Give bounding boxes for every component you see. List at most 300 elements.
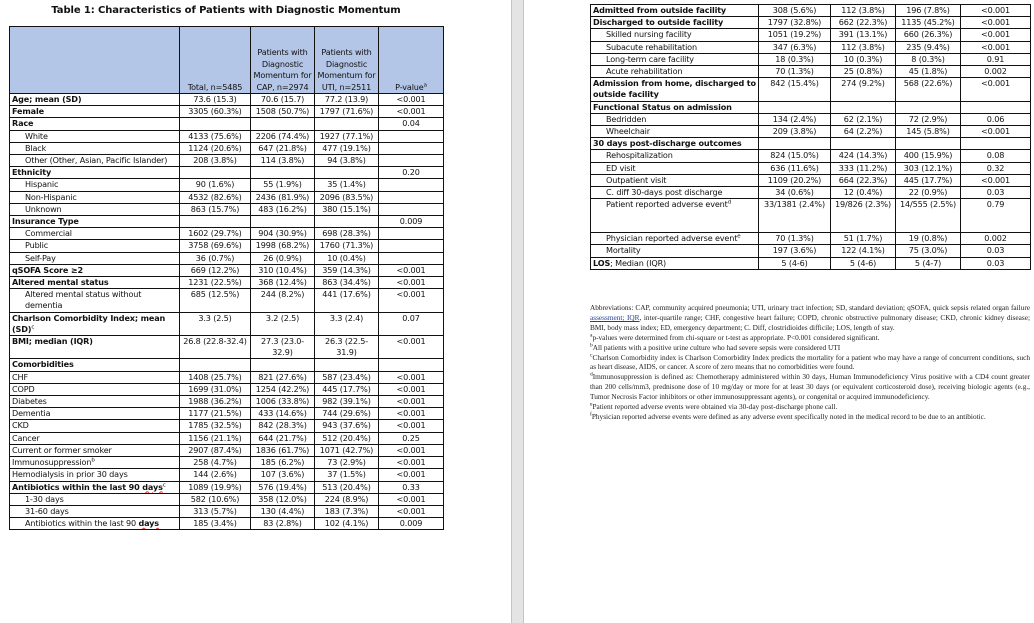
value-uti: 660 (26.3%)	[896, 29, 961, 41]
value-uti	[896, 101, 961, 113]
table-row	[591, 78, 1031, 101]
value-cap: 3.2 (2.5)	[251, 312, 315, 335]
value-cap: 244 (8.2%)	[251, 289, 315, 312]
value-cap: 5 (4-6)	[831, 257, 896, 269]
value-cap: 821 (27.6%)	[251, 371, 315, 383]
value-pvalue	[379, 228, 444, 240]
row-label: qSOFA Score ≥2	[12, 264, 83, 275]
value-pvalue: 0.03	[961, 245, 1031, 257]
row-label-cell	[10, 277, 180, 289]
value-pvalue	[379, 359, 444, 371]
value-cap	[251, 118, 315, 130]
value-uti: 26.3 (22.5-31.9)	[315, 336, 379, 359]
value-uti: 445 (17.7%)	[315, 383, 379, 395]
row-label-cell	[591, 138, 759, 150]
row-label: Unknown	[25, 203, 62, 214]
footnote-marker: c	[162, 481, 166, 488]
value-total: 197 (3.6%)	[759, 245, 831, 257]
table-row	[10, 481, 444, 493]
value-total: 33/1381 (2.4%)	[759, 199, 831, 233]
value-cap: 664 (22.3%)	[831, 174, 896, 186]
header-uti: Patients with Diagnostic Momentum for UTI, n=2511	[315, 27, 379, 94]
row-label-cell	[10, 94, 180, 106]
value-total: 26.8 (22.8-32.4)	[180, 336, 251, 359]
row-label-cell	[591, 150, 759, 162]
row-label-cell	[10, 312, 180, 335]
row-label: Non-Hispanic	[25, 191, 77, 202]
row-label: Charlson Comorbidity Index; mean (SD)	[12, 312, 166, 334]
row-label: Discharged to outside facility	[593, 17, 724, 28]
row-label: Ethnicity	[12, 167, 52, 178]
value-pvalue: 0.25	[379, 432, 444, 444]
value-pvalue	[379, 130, 444, 142]
footnote-text: p-values were determined from chi-square or t-test as appropriate. P<0.001 considered significant.	[592, 332, 880, 342]
value-cap: 368 (12.4%)	[251, 277, 315, 289]
table-row	[10, 264, 444, 276]
table-row	[10, 191, 444, 203]
value-pvalue: 0.79	[961, 199, 1031, 233]
value-uti: 196 (7.8%)	[896, 5, 961, 17]
value-uti: 2096 (83.5%)	[315, 191, 379, 203]
row-label: Altered mental status	[12, 277, 109, 288]
value-total: 1602 (29.7%)	[180, 228, 251, 240]
row-label-underlined: days	[138, 518, 159, 529]
row-label-rest: ; Median (IQR)	[610, 257, 667, 268]
value-cap	[251, 359, 315, 371]
row-label: Antibiotics within the last 90	[25, 518, 139, 529]
table-row	[591, 174, 1031, 186]
table-row	[10, 167, 444, 179]
value-pvalue: 0.04	[379, 118, 444, 130]
value-pvalue: 0.03	[961, 187, 1031, 199]
value-pvalue: <0.001	[961, 17, 1031, 29]
value-cap: 842 (28.3%)	[251, 420, 315, 432]
value-cap: 27.3 (23.0-32.9)	[251, 336, 315, 359]
value-cap: 112 (3.8%)	[831, 5, 896, 17]
value-total: 863 (15.7%)	[180, 203, 251, 215]
value-total: 18 (0.3%)	[759, 53, 831, 65]
row-label: White	[25, 130, 48, 141]
table-row	[10, 240, 444, 252]
value-cap: 1508 (50.7%)	[251, 106, 315, 118]
row-label: Subacute rehabilitation	[606, 41, 697, 52]
value-uti: 1797 (71.6%)	[315, 106, 379, 118]
row-label-cell	[591, 199, 759, 233]
row-label-cell	[591, 78, 759, 101]
row-label: Female	[12, 106, 44, 117]
table-row	[591, 187, 1031, 199]
value-uti: 145 (5.8%)	[896, 126, 961, 138]
value-cap: 647 (21.8%)	[251, 142, 315, 154]
value-pvalue	[961, 138, 1031, 150]
table-row	[591, 245, 1031, 257]
table-row	[591, 126, 1031, 138]
footnote	[590, 372, 1030, 402]
row-label-cell	[10, 444, 180, 456]
footnote-text: Physician reported adverse events were defined as any adverse event specifically noted in the medical record to be due to an antibiotic.	[591, 411, 986, 421]
row-label-cell	[591, 41, 759, 53]
row-label: 30 days post-discharge outcomes	[593, 138, 742, 149]
value-total: 36 (0.7%)	[180, 252, 251, 264]
value-total: 1051 (19.2%)	[759, 29, 831, 41]
row-label: Skilled nursing facility	[606, 29, 692, 40]
value-uti: 235 (9.4%)	[896, 41, 961, 53]
value-cap: 576 (19.4%)	[251, 481, 315, 493]
value-cap: 25 (0.8%)	[831, 66, 896, 78]
footnote-mark: a	[590, 332, 593, 339]
table-row	[10, 371, 444, 383]
row-label: Comorbidities	[12, 359, 74, 370]
row-label: CKD	[12, 420, 29, 431]
table-row	[10, 179, 444, 191]
row-label: Other (Other, Asian, Pacific Islander)	[25, 155, 168, 166]
value-total	[759, 138, 831, 150]
table-row	[10, 444, 444, 456]
row-label-cell	[10, 216, 180, 228]
value-pvalue	[379, 203, 444, 215]
value-cap: 64 (2.2%)	[831, 126, 896, 138]
value-pvalue: <0.001	[961, 78, 1031, 101]
value-cap: 433 (14.6%)	[251, 408, 315, 420]
page-divider	[511, 0, 524, 623]
row-label-cell	[10, 130, 180, 142]
value-cap	[251, 216, 315, 228]
row-label-cell	[10, 420, 180, 432]
value-pvalue: <0.001	[379, 383, 444, 395]
value-cap: 904 (30.9%)	[251, 228, 315, 240]
row-label: Bedridden	[606, 113, 647, 124]
row-label-cell	[10, 191, 180, 203]
value-total	[180, 118, 251, 130]
value-pvalue: 0.91	[961, 53, 1031, 65]
table-row	[10, 94, 444, 106]
value-total: 1408 (25.7%)	[180, 371, 251, 383]
table-row	[10, 106, 444, 118]
row-label-cell	[591, 101, 759, 113]
value-uti: 75 (3.0%)	[896, 245, 961, 257]
value-pvalue: <0.001	[379, 493, 444, 505]
value-uti: 1135 (45.2%)	[896, 17, 961, 29]
value-pvalue: 0.002	[961, 233, 1031, 245]
row-label: Hemodialysis in prior 30 days	[12, 469, 128, 480]
value-uti: 37 (1.5%)	[315, 469, 379, 481]
row-label-cell	[10, 396, 180, 408]
value-cap: 2206 (74.4%)	[251, 130, 315, 142]
value-pvalue: <0.001	[961, 174, 1031, 186]
row-label-cell	[10, 240, 180, 252]
value-pvalue: <0.001	[379, 106, 444, 118]
value-uti	[315, 118, 379, 130]
value-cap	[831, 138, 896, 150]
value-pvalue	[379, 191, 444, 203]
value-uti: 224 (8.9%)	[315, 493, 379, 505]
footnotes-list	[590, 333, 1030, 422]
value-uti: 19 (0.8%)	[896, 233, 961, 245]
value-pvalue: <0.001	[379, 264, 444, 276]
value-cap	[251, 167, 315, 179]
value-total: 1156 (21.1%)	[180, 432, 251, 444]
value-total: 842 (15.4%)	[759, 78, 831, 101]
row-label: BMI; median (IQR)	[12, 336, 93, 347]
value-total: 5 (4-6)	[759, 257, 831, 269]
table-row	[591, 150, 1031, 162]
value-uti: 587 (23.4%)	[315, 371, 379, 383]
value-uti: 512 (20.4%)	[315, 432, 379, 444]
value-uti: 45 (1.8%)	[896, 66, 961, 78]
table-row	[10, 383, 444, 395]
value-cap: 19/826 (2.3%)	[831, 199, 896, 233]
value-pvalue: <0.001	[961, 5, 1031, 17]
row-label-cell	[10, 481, 180, 493]
row-label-cell	[591, 5, 759, 17]
value-pvalue: <0.001	[379, 336, 444, 359]
value-uti	[315, 216, 379, 228]
footnote-text: All patients with a positive urine culture who had severe sepsis were considered UTI	[592, 342, 841, 352]
value-cap: 310 (10.4%)	[251, 264, 315, 276]
value-pvalue	[379, 179, 444, 191]
table-row	[10, 312, 444, 335]
value-cap: 1998 (68.2%)	[251, 240, 315, 252]
value-pvalue: 0.06	[961, 113, 1031, 125]
value-cap: 644 (21.7%)	[251, 432, 315, 444]
table-row	[10, 228, 444, 240]
footnote-text: Charlson Comorbidity index is Charlson Comorbidity Index predicts the mortality for a patient who may have a range of concurrent conditions, such as heart disease, AIDS, or cancer. A score of zero means that no comorbidities were found.	[590, 352, 1030, 372]
header-pvalue-footnote: a	[423, 81, 427, 88]
value-total: 824 (15.0%)	[759, 150, 831, 162]
value-total: 3758 (69.6%)	[180, 240, 251, 252]
value-total: 185 (3.4%)	[180, 518, 251, 530]
outcomes-table	[590, 4, 1031, 270]
table-row	[10, 142, 444, 154]
value-uti: 73 (2.9%)	[315, 457, 379, 469]
value-cap: 2436 (81.9%)	[251, 191, 315, 203]
characteristics-table	[9, 26, 444, 530]
row-label: LOS	[593, 257, 611, 268]
row-label: ED visit	[606, 162, 636, 173]
value-pvalue	[961, 101, 1031, 113]
value-cap: 10 (0.3%)	[831, 53, 896, 65]
table-row	[591, 5, 1031, 17]
table-row	[10, 408, 444, 420]
table-row	[10, 420, 444, 432]
abbreviations-link[interactable]: assessment; IQR	[590, 312, 640, 322]
row-label: COPD	[12, 383, 35, 394]
value-uti: 982 (39.1%)	[315, 396, 379, 408]
value-uti: 72 (2.9%)	[896, 113, 961, 125]
value-total: 3305 (60.3%)	[180, 106, 251, 118]
table-row	[591, 53, 1031, 65]
value-pvalue: <0.001	[379, 420, 444, 432]
row-label-cell	[591, 233, 759, 245]
row-label-cell	[10, 408, 180, 420]
value-uti: 102 (4.1%)	[315, 518, 379, 530]
value-total: 134 (2.4%)	[759, 113, 831, 125]
value-uti: 441 (17.6%)	[315, 289, 379, 312]
value-cap: 391 (13.1%)	[831, 29, 896, 41]
table-title: Table 1: Characteristics of Patients with Diagnostic Momentum	[51, 5, 401, 16]
value-uti: 513 (20.4%)	[315, 481, 379, 493]
value-total: 4133 (75.6%)	[180, 130, 251, 142]
row-label: CHF	[12, 371, 28, 382]
footnote	[590, 412, 1030, 422]
row-label-underlined: days	[142, 481, 163, 492]
table-row	[10, 118, 444, 130]
value-total: 73.6 (15.3)	[180, 94, 251, 106]
table-row	[591, 29, 1031, 41]
row-label-cell	[10, 179, 180, 191]
row-label-cell	[10, 118, 180, 130]
footnote-marker: d	[727, 199, 732, 206]
value-pvalue: 0.009	[379, 518, 444, 530]
value-pvalue: <0.001	[379, 444, 444, 456]
value-cap: 483 (16.2%)	[251, 203, 315, 215]
row-label: Patient reported adverse event	[606, 199, 728, 210]
value-pvalue: <0.001	[379, 505, 444, 517]
value-uti: 477 (19.1%)	[315, 142, 379, 154]
table-row	[10, 359, 444, 371]
row-label: Black	[25, 142, 47, 153]
table-row	[591, 138, 1031, 150]
value-total	[180, 167, 251, 179]
row-label: Long-term care facility	[606, 53, 694, 64]
value-uti: 1071 (42.7%)	[315, 444, 379, 456]
table-row	[10, 336, 444, 359]
row-label: Diabetes	[12, 396, 47, 407]
value-uti	[315, 359, 379, 371]
value-pvalue: <0.001	[379, 469, 444, 481]
value-total	[180, 359, 251, 371]
footnote-mark: c	[590, 352, 593, 359]
value-cap: 55 (1.9%)	[251, 179, 315, 191]
value-total: 90 (1.6%)	[180, 179, 251, 191]
row-label: 31-60 days	[25, 505, 69, 516]
row-label-cell	[591, 17, 759, 29]
row-label: Age; mean (SD)	[12, 94, 82, 104]
value-uti: 303 (12.1%)	[896, 162, 961, 174]
value-total: 685 (12.5%)	[180, 289, 251, 312]
row-label-cell	[10, 505, 180, 517]
value-uti: 698 (28.3%)	[315, 228, 379, 240]
value-cap: 274 (9.2%)	[831, 78, 896, 101]
value-pvalue: <0.001	[961, 126, 1031, 138]
value-uti: 744 (29.6%)	[315, 408, 379, 420]
footnote-marker: c	[31, 324, 35, 331]
table-row	[10, 216, 444, 228]
value-total: 1109 (20.2%)	[759, 174, 831, 186]
table-row	[10, 155, 444, 167]
row-label-cell	[10, 264, 180, 276]
header-pvalue-label: P-value	[395, 81, 424, 92]
value-pvalue: <0.001	[379, 289, 444, 312]
value-cap: 1836 (61.7%)	[251, 444, 315, 456]
value-cap: 424 (14.3%)	[831, 150, 896, 162]
row-label-cell	[591, 245, 759, 257]
row-label: Immunosuppression	[12, 457, 92, 468]
value-uti: 3.3 (2.4)	[315, 312, 379, 335]
value-pvalue: 0.32	[961, 162, 1031, 174]
table-row	[10, 252, 444, 264]
value-total: 34 (0.6%)	[759, 187, 831, 199]
value-total: 669 (12.2%)	[180, 264, 251, 276]
value-cap: 12 (0.4%)	[831, 187, 896, 199]
row-label-cell	[10, 252, 180, 264]
value-cap: 83 (2.8%)	[251, 518, 315, 530]
value-total: 2907 (87.4%)	[180, 444, 251, 456]
value-total	[180, 216, 251, 228]
table-row	[10, 432, 444, 444]
value-pvalue: <0.001	[961, 29, 1031, 41]
value-pvalue	[379, 240, 444, 252]
value-pvalue: <0.001	[961, 41, 1031, 53]
value-pvalue: <0.001	[379, 277, 444, 289]
row-label: C. diff 30-days post discharge	[606, 187, 723, 198]
table-row	[591, 233, 1031, 245]
row-label-cell	[10, 289, 180, 312]
value-uti: 359 (14.3%)	[315, 264, 379, 276]
value-total: 3.3 (2.5)	[180, 312, 251, 335]
table-row	[10, 518, 444, 530]
row-label-cell	[10, 155, 180, 167]
row-label: Rehospitalization	[606, 150, 673, 161]
row-label: Insurance Type	[12, 216, 79, 227]
table-row	[591, 257, 1031, 269]
value-total: 1124 (20.6%)	[180, 142, 251, 154]
value-cap: 185 (6.2%)	[251, 457, 315, 469]
value-cap: 62 (2.1%)	[831, 113, 896, 125]
row-label-cell	[10, 142, 180, 154]
value-cap: 333 (11.2%)	[831, 162, 896, 174]
value-uti: 380 (15.1%)	[315, 203, 379, 215]
row-label-cell	[10, 493, 180, 505]
footnote-mark: f	[590, 411, 592, 418]
footnote-marker: b	[91, 457, 95, 464]
row-label-cell	[591, 66, 759, 78]
value-uti: 568 (22.6%)	[896, 78, 961, 101]
value-total: 308 (5.6%)	[759, 5, 831, 17]
row-label-cell	[10, 432, 180, 444]
footnote	[590, 333, 1030, 343]
row-label: Self-Pay	[25, 252, 56, 263]
table-row	[10, 130, 444, 142]
row-label: Outpatient visit	[606, 174, 667, 185]
value-cap	[831, 101, 896, 113]
table-row	[591, 41, 1031, 53]
table-row	[10, 203, 444, 215]
value-uti: 14/555 (2.5%)	[896, 199, 961, 233]
row-label-cell	[591, 113, 759, 125]
row-label-cell	[591, 126, 759, 138]
value-pvalue: 0.07	[379, 312, 444, 335]
value-uti: 1927 (77.1%)	[315, 130, 379, 142]
value-uti: 94 (3.8%)	[315, 155, 379, 167]
value-pvalue: 0.20	[379, 167, 444, 179]
row-label: Altered mental status without dementia	[25, 289, 142, 311]
table-notes	[590, 303, 1030, 422]
value-total: 636 (11.6%)	[759, 162, 831, 174]
value-cap: 662 (22.3%)	[831, 17, 896, 29]
row-label: Acute rehabilitation	[606, 66, 683, 77]
row-label-cell	[10, 228, 180, 240]
value-total: 1089 (19.9%)	[180, 481, 251, 493]
footnote-marker: e	[737, 233, 741, 240]
value-cap: 1006 (33.8%)	[251, 396, 315, 408]
table-row	[591, 199, 1031, 233]
value-cap: 107 (3.6%)	[251, 469, 315, 481]
row-label-cell	[10, 336, 180, 359]
value-uti: 183 (7.3%)	[315, 505, 379, 517]
value-cap: 130 (4.4%)	[251, 505, 315, 517]
row-label: Antibiotics within the last 90	[12, 481, 143, 492]
